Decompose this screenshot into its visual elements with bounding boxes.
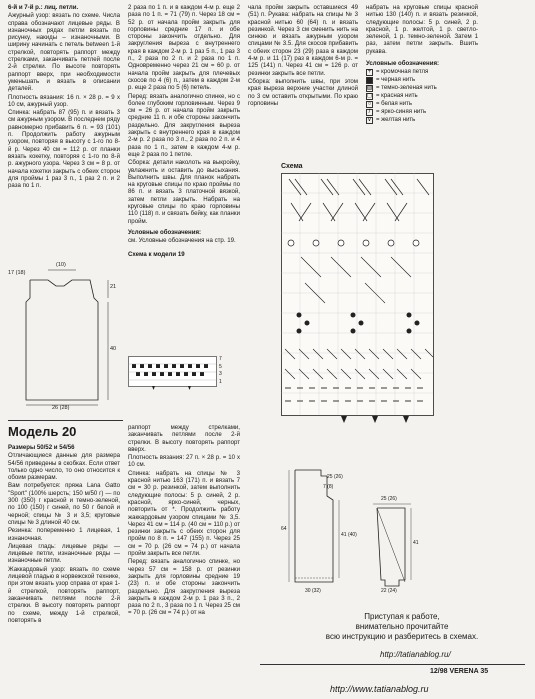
paragraph: Резинка: попеременно 1 лицевая, 1 изнаночная.: [8, 527, 120, 542]
row-number: 7: [219, 356, 222, 362]
scheme-model-19: [128, 356, 228, 396]
legend-item: / = ярко-синяя нить: [366, 108, 478, 116]
sleeve-h: 41: [413, 540, 419, 546]
dim-left: 17 (18): [8, 270, 26, 276]
dim-neck: 7 (8): [323, 484, 334, 490]
column-1: [8, 4, 120, 190]
legend-item: ○ = белая нить: [367, 101, 412, 108]
column-3: [248, 4, 358, 108]
model-title: Модель 20: [8, 424, 77, 439]
legend-item: ▨ = темно-зеленая нить: [366, 85, 437, 92]
paragraph: Перед: вязать аналогично спинке, но через 57 см = 158 р. от резинки закрыть для горловины средние 19 (23) п. и обе стороны закончить раздельно. Для закругления выреза закрыть в каждом 2-м р. 1 раз 3 п., 2 раза по 2 п., 3 раза по 1 п. Через 25 см = 70 р. (26 см = 74 р.) от на: [128, 558, 240, 617]
row-number: 3: [219, 371, 222, 377]
paragraph: набрать на круговые спицы красной нитью 130 (140) п. и вязать резинкой, следующие полосы: 5 р. синей, 2 р. красной, 1 р. желтой, 1 р. светло-зеленой, 1 р. темно-зеленой. Затем 1 раз, затем петли закрыть. Вшить рукава.: [366, 4, 478, 55]
dim-h1: 40: [110, 346, 117, 352]
paragraph: Жаккардовый узор: вязать по схеме лицевой гладью в норвежской технике, при этом вязать узор справа от края 1-й стрелкой, повторять раппорт, заканчивать петлями после 2-й стрелки. В высоту повторять раппорт по схеме, между 1-й стрелкой, повторять в: [8, 565, 120, 624]
column-2: [128, 4, 240, 259]
legend-item: + = кромочная петля: [367, 69, 429, 76]
paragraph: Ажурный узор: вязать по схеме. Числа справа обозначают лицевые ряды. В изнаночных рядах петли вязать по рисунку, накиды – изнаночными. В ширину начинать с петель between 1-й стрелкой, повторять раппорт между стрелками, заканчивать петлей после 2-й стрелки. По высоте повторять раппорт вверх, при необходимости уменьшать и вязать в описании деталей.: [8, 12, 120, 93]
paragraph: Сборка: выполнить швы, при этом края выреза верхние участки длиной по 3 см оставить открытыми. По краю горловины: [248, 77, 358, 107]
footer-divider: [260, 664, 525, 665]
dim-total: 64: [281, 526, 287, 532]
paragraph: Плотность вязания: 16 п. × 28 р. = 9 х 10 см, ажурный узор.: [8, 93, 120, 108]
divider: [8, 420, 123, 421]
legend-item: ■ = черная нить: [367, 77, 416, 84]
model-20-text-col2: [128, 424, 240, 618]
dim-bottom: 30 (32): [305, 588, 321, 594]
note-line-1: Приступая к работе,: [364, 612, 440, 621]
legend-item: ∨ = желтая нить: [367, 117, 416, 124]
paragraph: 2 раза по 1 п. и в каждом 4-м р. еще 2 раза по 1 п. = 71 (79) п. Через 18 см = 52 р. от начала пройм закрыть для горловины средние 17 п. и обе стороны закончить отдельно. Для закругления выреза с внутреннего края в каждом 2-м р. 1 раз 5 п., 1 раз 3 п., 2 раза по 2 п. и 2 раза по 1 п. Одновременно через 21 см = 60 р. от начала пройм закрыть для плечевых скосов по 4 (6) п., затем в каждом 2-м р. еще 2 раза по 5 (6) петель.: [128, 4, 240, 92]
legend-text: см. Условные обозначения на стр. 19.: [128, 237, 236, 245]
paragraph: Спинка: набрать на спицы № 3 красной нитью 163 (171) п. и вязать 7 см = 30 р. резинкой, затем выполнить следующие полосы: 5 р. синей, 2 р. красной, ярко-синей, черных, повторить от *. Продолжить работу жаккардовым узором спицами № 3,5. Через 41 см = 114 р. (40 см = 110 р.) от резинки закрыть с обеих сторон для пройм по 8 п. = 147 (155) п. Через 25 см = 70 р. (26 см = 74 р.) от начала пройм закрыть все петли.: [128, 469, 240, 558]
site-link[interactable]: http://www.tatianablog.ru: [330, 684, 429, 694]
row-number: 5: [219, 363, 222, 370]
page-number: 12/98 VERENA 35: [430, 668, 489, 675]
paragraph: Спинка: набрать 87 (95) п. и вязать 3 см ажурным узором. В последнем ряду равномерно прибавить 6 п. = 93 (101) п. Продолжить работу ажурным узором, повторяя в высоту с 1-го по 8-й р. Через 40 см = 112 р. от планки вязать кокетку, повторяя с 1-го по 8-й р. ажурного узора. Через 3 см = 8 р. от начала кокетки закрыть с обеих сторон для проймы 1 раз 3 п., 1 раз 2 п. и 2 раза по 1 п.: [8, 109, 120, 190]
schematic-back: [8, 262, 120, 412]
scheme-title: Схема к модели 19: [128, 250, 185, 258]
dim-h3: 21: [110, 284, 117, 290]
paragraph: Вам потребуется: пряжа Lana Gatto "Sport" (100% шерсть; 150 м/50 г) — по 300 (350) г красной и темно-зеленой, по 100 (150) г синей, по 50 г белой и черной; спицы № 3 и 3,5; круговые спицы № 3 длиной 40 см.: [8, 482, 120, 526]
dim-bottom: 26 (28): [52, 405, 70, 411]
legend-item: ◻ = красная нить: [367, 93, 418, 100]
footer-url[interactable]: http://tatianablog.ru/: [380, 650, 451, 659]
legend-title: Условные обозначения:: [128, 228, 202, 236]
sleeve-w: 22 (24): [381, 588, 397, 594]
paragraph: Перед: вязать аналогично спинке, но с более глубоким горловинным. Через 9 см = 26 р. от начала пройм закрыть средние 11 п. и обе стороны закончить раздельно. Для закругления выреза закрыть с внутреннего края в каждом 2-м р. 2 раза по 3 п., 2 раза по 2 п. и 4 раза по 1 п., затем в каждом 4-м р. еще 2 раза по 1 петле.: [128, 92, 240, 158]
paragraph: 6-й и 7-й р.: лиц. петли.: [8, 4, 79, 11]
row-number: 1: [219, 378, 222, 385]
sleeve-top: 25 (26): [381, 496, 397, 502]
dim-top: (10): [56, 262, 66, 268]
footer-note: [282, 612, 522, 642]
paragraph: раппорт между стрелками, заканчивать петлями после 2-й стрелки. В высоту повторять раппорт вверх.: [128, 424, 240, 453]
model-20-text: [8, 444, 120, 625]
note-line-3: всю инструкцию и разберитесь в схемах.: [325, 632, 479, 641]
sizes: Размеры 50/52 и 54/56: [8, 444, 75, 451]
paragraph: чала пройм закрыть оставшиеся 49 (51) п. Рукава: набрать на спицы № 3 красной нитью 60 (64) п. и вязать резинкой. Через 3 см сменить нить на синюю и вязать ажурным узором спицами № 3.5. Для скосов прибавить с обеих сторон 23 (29) раза в каждом 4-м р. и 11 (17) раз в каждом 6-м р. = 125 (141) п. Через 41 см = 126 р. от резинки закрыть все петли.: [248, 4, 358, 77]
paragraph: Плотность вязания: 27 п. × 28 р. = 10 х 10 см.: [128, 454, 240, 469]
dim-body: 41 (40): [341, 532, 357, 538]
paragraph: Лицевая гладь: лицевые ряды — лицевые петли, изнаночные ряды — изнаночные петли.: [8, 542, 120, 565]
chart-title: Схема: [281, 163, 303, 170]
note-line-2: внимательно прочитайте: [355, 622, 449, 631]
dim-top: 25 (26): [327, 474, 343, 480]
jacquard-chart: [281, 173, 436, 423]
paragraph: Сборка: детали наколоть на выкройку, увлажнить и оставить до высыхания. Выполнить швы. Для планок набрать на круговые спицы по краю проймы по 86 п. и вязать 3 платочной вязкой, затем петли закрыть. Набрать на круговые спицы по краю горловины 110 (118) п. и связать бейку, как планки пройм.: [128, 159, 240, 225]
paragraph: Отличающиеся данные для размера 54/56 приведены в скобках. Если ответ только одно число, то оно относится к обоим размерам.: [8, 452, 120, 482]
column-4: [366, 4, 478, 124]
legend-title: Условные обозначения:: [366, 60, 440, 68]
schematic-model-20: [281, 460, 441, 600]
